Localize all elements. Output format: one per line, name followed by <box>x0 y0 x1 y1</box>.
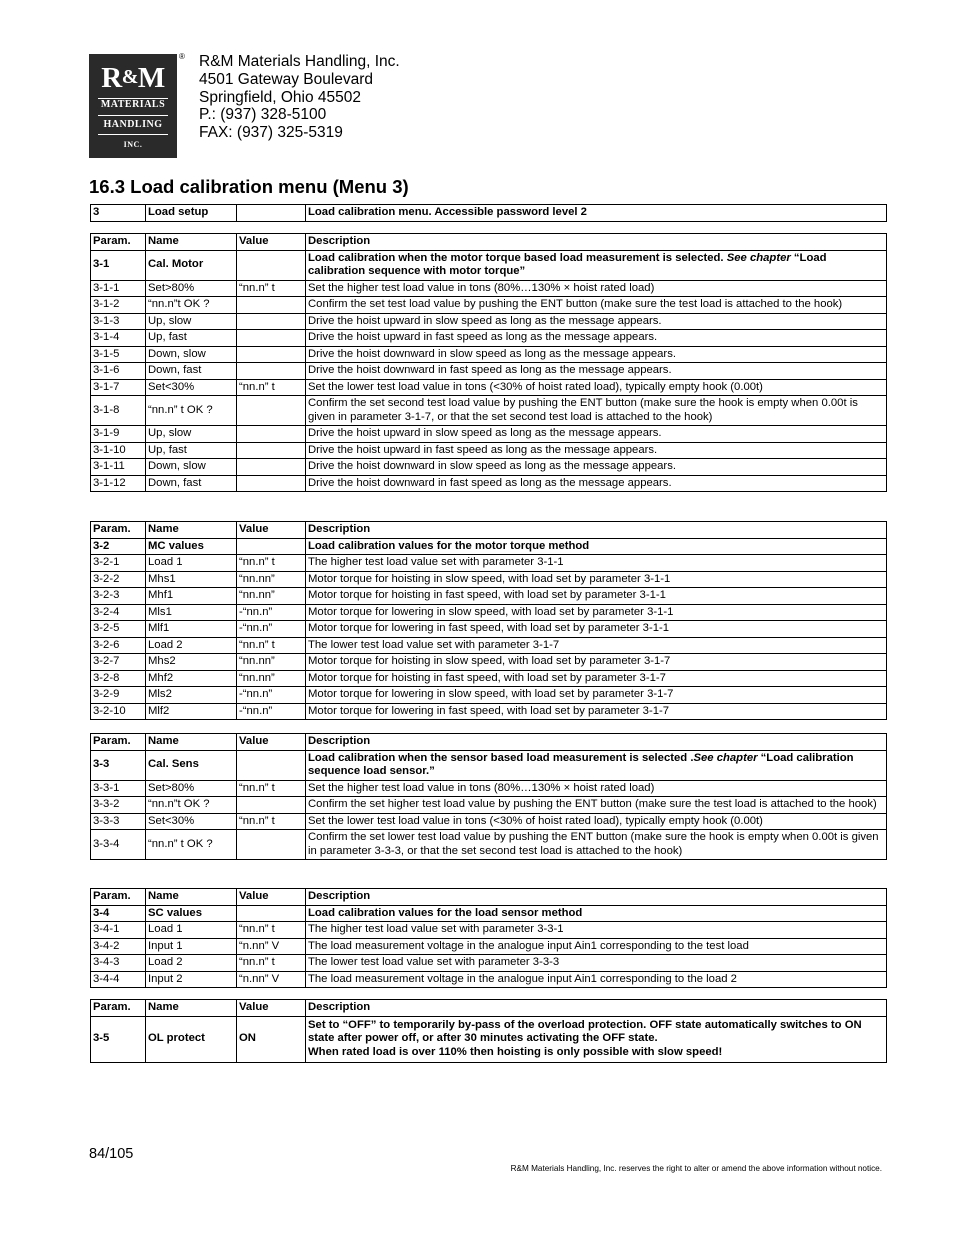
row-description: Drive the hoist upward in fast speed as long as the message appears. <box>306 442 887 459</box>
row-param: 3-2-6 <box>91 637 146 654</box>
row-name: Load 2 <box>146 955 237 972</box>
row-description: Set the lower test load value in tons (<30% of hoist rated load), typically empty hook (0.00t) <box>306 813 887 830</box>
table-row <box>91 280 887 297</box>
table-row <box>91 330 887 347</box>
row-description: Motor torque for hoisting in slow speed, with load set by parameter 3-1-7 <box>306 654 887 671</box>
group-value <box>237 750 306 780</box>
param-table-3-1 <box>90 233 887 492</box>
header-param: Param. <box>91 234 146 251</box>
row-param: 3-2-5 <box>91 621 146 638</box>
company-fax: FAX: (937) 325-5319 <box>199 124 343 142</box>
row-name: Up, slow <box>146 313 237 330</box>
group-value <box>237 538 306 555</box>
table-row <box>91 379 887 396</box>
table-row <box>91 475 887 492</box>
group-row <box>91 1016 887 1063</box>
table-row <box>91 363 887 380</box>
row-description: Confirm the set lower test load value by pushing the ENT button (make sure the hook is empty when 0.00t is given in parameter 3-3-3, or that the set second test load is attached to the hook) <box>306 830 887 860</box>
table-row <box>91 313 887 330</box>
group-description-text: Set to “OFF” to temporarily by-pass of the overload protection. OFF state automatically switches to ON state after power off, or after 30 minutes activating the OFF state. <box>308 1018 862 1044</box>
row-name: Up, slow <box>146 426 237 443</box>
row-param: 3-1-8 <box>91 396 146 426</box>
row-description: Drive the hoist downward in slow speed as long as the message appears. <box>306 459 887 476</box>
row-value: “nn.n” t <box>237 922 306 939</box>
group-value: ON <box>237 1016 306 1063</box>
row-description: Motor torque for lowering in slow speed, with load set by parameter 3-1-1 <box>306 604 887 621</box>
menu-row <box>91 205 887 222</box>
row-param: 3-3-1 <box>91 780 146 797</box>
row-name: Up, fast <box>146 330 237 347</box>
group-name: SC values <box>146 905 237 922</box>
menu-param: 3 <box>91 205 146 222</box>
table-row <box>91 588 887 605</box>
group-value <box>237 905 306 922</box>
row-value: -“nn.n” <box>237 687 306 704</box>
row-value: -“nn.n” <box>237 621 306 638</box>
row-value: -“nn.n” <box>237 604 306 621</box>
row-param: 3-2-1 <box>91 555 146 572</box>
table-row <box>91 971 887 988</box>
row-param: 3-2-7 <box>91 654 146 671</box>
company-phone: P.: (937) 328-5100 <box>199 106 327 124</box>
row-name: Input 2 <box>146 971 237 988</box>
group-description <box>306 905 887 922</box>
group-description-text: Load calibration when the sensor based load measurement is selected . <box>308 751 694 764</box>
row-value: “nn.n” t <box>237 637 306 654</box>
row-param: 3-2-4 <box>91 604 146 621</box>
row-name: Load 1 <box>146 922 237 939</box>
menu-table <box>90 204 887 222</box>
row-description: Drive the hoist downward in fast speed as long as the message appears. <box>306 363 887 380</box>
row-name: Down, slow <box>146 459 237 476</box>
group-row <box>91 538 887 555</box>
row-value: “nn.n” t <box>237 955 306 972</box>
param-table-3-5 <box>90 999 887 1063</box>
header-param: Param. <box>91 1000 146 1017</box>
group-row <box>91 750 887 780</box>
header-name: Name <box>146 889 237 906</box>
row-value <box>237 459 306 476</box>
row-value: “nn.nn” <box>237 654 306 671</box>
row-param: 3-1-10 <box>91 442 146 459</box>
row-name: Set<30% <box>146 813 237 830</box>
row-description: The lower test load value set with parameter 3-1-7 <box>306 637 887 654</box>
table-row <box>91 955 887 972</box>
row-param: 3-4-4 <box>91 971 146 988</box>
page-number: 84/105 <box>89 1146 134 1162</box>
row-value <box>237 313 306 330</box>
row-name: Mhf2 <box>146 670 237 687</box>
table-header <box>91 889 887 906</box>
group-param: 3-3 <box>91 750 146 780</box>
row-name: Mls1 <box>146 604 237 621</box>
row-name: Set>80% <box>146 280 237 297</box>
row-value: “nn.nn” <box>237 670 306 687</box>
menu-description: Load calibration menu. Accessible password level 2 <box>306 205 887 222</box>
row-description: Drive the hoist downward in fast speed as long as the message appears. <box>306 475 887 492</box>
row-name: Down, fast <box>146 363 237 380</box>
table-header <box>91 1000 887 1017</box>
header-description: Description <box>306 522 887 539</box>
group-name: Cal. Motor <box>146 250 237 280</box>
table-row <box>91 621 887 638</box>
group-param: 3-4 <box>91 905 146 922</box>
param-table-3-4 <box>90 888 887 988</box>
row-param: 3-1-4 <box>91 330 146 347</box>
table-row <box>91 780 887 797</box>
group-param: 3-5 <box>91 1016 146 1063</box>
row-description: The higher test load value set with parameter 3-3-1 <box>306 922 887 939</box>
group-name: MC values <box>146 538 237 555</box>
header-name: Name <box>146 234 237 251</box>
menu-name: Load setup <box>146 205 237 222</box>
header-value: Value <box>237 234 306 251</box>
row-value: “n.nn” V <box>237 971 306 988</box>
row-value <box>237 426 306 443</box>
warning-text: When rated load is over 110% then hoisting is only possible with slow speed! <box>308 1045 723 1058</box>
company-address <box>199 53 400 142</box>
row-description: Motor torque for hoisting in fast speed, with load set by parameter 3-1-7 <box>306 670 887 687</box>
row-value: “nn.nn” <box>237 588 306 605</box>
table-row <box>91 459 887 476</box>
row-param: 3-1-6 <box>91 363 146 380</box>
row-name: “nn.n” t OK ? <box>146 830 237 860</box>
logo-materials: MATERIALS <box>100 99 166 110</box>
table-row <box>91 426 887 443</box>
row-value: “n.nn” V <box>237 938 306 955</box>
row-value <box>237 830 306 860</box>
group-description <box>306 1016 887 1063</box>
row-param: 3-3-2 <box>91 797 146 814</box>
group-description-text: Load calibration values for the load sensor method <box>308 906 583 919</box>
logo-monogram: R&M <box>101 62 165 94</box>
table-header <box>91 734 887 751</box>
company-name: R&M Materials Handling, Inc. <box>199 53 400 70</box>
row-description: The lower test load value set with parameter 3-3-3 <box>306 955 887 972</box>
row-param: 3-3-4 <box>91 830 146 860</box>
row-value <box>237 346 306 363</box>
row-name: Mhf1 <box>146 588 237 605</box>
group-row <box>91 905 887 922</box>
section-title: 16.3 Load calibration menu (Menu 3) <box>89 176 409 197</box>
table-row <box>91 830 887 860</box>
row-param: 3-1-12 <box>91 475 146 492</box>
row-description: Confirm the set higher test load value by pushing the ENT button (make sure the test load is attached to the hook) <box>306 797 887 814</box>
row-param: 3-4-1 <box>91 922 146 939</box>
group-name: OL protect <box>146 1016 237 1063</box>
logo-handling: HANDLING <box>103 119 163 130</box>
row-param: 3-1-1 <box>91 280 146 297</box>
group-row <box>91 250 887 280</box>
row-name: “nn.n”t OK ? <box>146 797 237 814</box>
see-chapter-text: See chapter <box>693 751 761 764</box>
row-param: 3-1-11 <box>91 459 146 476</box>
row-description: Set the lower test load value in tons (<30% of hoist rated load), typically empty hook (0.00t) <box>306 379 887 396</box>
row-description: The load measurement voltage in the analogue input Ain1 corresponding to the test load <box>306 938 887 955</box>
row-description: Confirm the set test load value by pushing the ENT button (make sure the test load is attached to the hook) <box>306 297 887 314</box>
row-value <box>237 297 306 314</box>
row-param: 3-4-3 <box>91 955 146 972</box>
header-value: Value <box>237 1000 306 1017</box>
row-name: Mhs1 <box>146 571 237 588</box>
logo-inc: INC. <box>123 140 143 149</box>
table-row <box>91 687 887 704</box>
row-description: The higher test load value set with parameter 3-1-1 <box>306 555 887 572</box>
group-param: 3-1 <box>91 250 146 280</box>
row-param: 3-2-10 <box>91 703 146 720</box>
row-value: “nn.nn” <box>237 571 306 588</box>
table-row <box>91 813 887 830</box>
param-table-3-3 <box>90 733 887 860</box>
header-name: Name <box>146 1000 237 1017</box>
group-description <box>306 538 887 555</box>
chapter-reference: “Load calibration sequence load sensor.” <box>308 751 854 777</box>
header-description: Description <box>306 1000 887 1017</box>
table-row <box>91 797 887 814</box>
row-description: Motor torque for lowering in fast speed, with load set by parameter 3-1-1 <box>306 621 887 638</box>
row-name: Input 1 <box>146 938 237 955</box>
group-value <box>237 250 306 280</box>
header-value: Value <box>237 734 306 751</box>
company-city: Springfield, Ohio 45502 <box>199 88 362 106</box>
row-param: 3-1-3 <box>91 313 146 330</box>
row-value: “nn.n” t <box>237 555 306 572</box>
table-row <box>91 571 887 588</box>
row-description: Confirm the set second test load value by pushing the ENT button (make sure the hook is empty when 0.00t is given in parameter 3-1-7, or that the set second test load is attached to the hook) <box>306 396 887 426</box>
header-name: Name <box>146 734 237 751</box>
menu-value <box>237 205 306 222</box>
row-description: Drive the hoist downward in slow speed as long as the message appears. <box>306 346 887 363</box>
row-name: “nn.n”t OK ? <box>146 297 237 314</box>
company-street: 4501 Gateway Boulevard <box>199 70 374 88</box>
row-name: Set<30% <box>146 379 237 396</box>
row-value <box>237 363 306 380</box>
row-description: Drive the hoist upward in slow speed as long as the message appears. <box>306 426 887 443</box>
table-row <box>91 703 887 720</box>
row-description: Motor torque for hoisting in fast speed, with load set by parameter 3-1-1 <box>306 588 887 605</box>
row-value: “nn.n” t <box>237 780 306 797</box>
see-chapter-text: See chapter <box>726 251 794 264</box>
row-name: Set>80% <box>146 780 237 797</box>
table-row <box>91 396 887 426</box>
row-name: Down, fast <box>146 475 237 492</box>
row-value <box>237 396 306 426</box>
row-name: Load 1 <box>146 555 237 572</box>
group-description <box>306 250 887 280</box>
row-value <box>237 330 306 347</box>
row-description: Drive the hoist upward in slow speed as long as the message appears. <box>306 313 887 330</box>
header-value: Value <box>237 522 306 539</box>
header-param: Param. <box>91 734 146 751</box>
table-header <box>91 234 887 251</box>
header-description: Description <box>306 889 887 906</box>
row-description: The load measurement voltage in the analogue input Ain1 corresponding to the load 2 <box>306 971 887 988</box>
group-param: 3-2 <box>91 538 146 555</box>
row-param: 3-3-3 <box>91 813 146 830</box>
row-name: Mlf1 <box>146 621 237 638</box>
row-value: “nn.n” t <box>237 813 306 830</box>
row-param: 3-1-7 <box>91 379 146 396</box>
row-description: Set the higher test load value in tons (80%…130% × hoist rated load) <box>306 780 887 797</box>
row-param: 3-1-2 <box>91 297 146 314</box>
row-description: Motor torque for lowering in slow speed, with load set by parameter 3-1-7 <box>306 687 887 704</box>
company-logo <box>89 54 177 158</box>
chapter-reference: “Load calibration sequence with motor torque” <box>308 251 827 277</box>
table-row <box>91 346 887 363</box>
row-value: “nn.n” t <box>237 280 306 297</box>
header-param: Param. <box>91 522 146 539</box>
row-value: “nn.n” t <box>237 379 306 396</box>
row-value <box>237 442 306 459</box>
registered-mark: ® <box>179 52 185 61</box>
table-row <box>91 922 887 939</box>
table-row <box>91 938 887 955</box>
row-name: Up, fast <box>146 442 237 459</box>
row-value <box>237 475 306 492</box>
group-name: Cal. Sens <box>146 750 237 780</box>
header-param: Param. <box>91 889 146 906</box>
table-row <box>91 604 887 621</box>
row-value <box>237 797 306 814</box>
row-name: “nn.n” t OK ? <box>146 396 237 426</box>
row-name: Load 2 <box>146 637 237 654</box>
row-param: 3-1-9 <box>91 426 146 443</box>
header-description: Description <box>306 234 887 251</box>
footer-disclaimer: R&M Materials Handling, Inc. reserves the right to alter or amend the above information without notice. <box>510 1164 882 1173</box>
table-row <box>91 654 887 671</box>
header-name: Name <box>146 522 237 539</box>
table-row <box>91 297 887 314</box>
group-description <box>306 750 887 780</box>
row-param: 3-2-2 <box>91 571 146 588</box>
header-value: Value <box>237 889 306 906</box>
row-name: Mls2 <box>146 687 237 704</box>
row-param: 3-2-8 <box>91 670 146 687</box>
row-value: -“nn.n” <box>237 703 306 720</box>
row-description: Set the higher test load value in tons (80%…130% × hoist rated load) <box>306 280 887 297</box>
group-description-text: Load calibration values for the motor torque method <box>308 539 590 552</box>
param-table-3-2 <box>90 521 887 720</box>
row-name: Mlf2 <box>146 703 237 720</box>
table-row <box>91 670 887 687</box>
table-row <box>91 555 887 572</box>
table-row <box>91 637 887 654</box>
row-param: 3-2-3 <box>91 588 146 605</box>
row-name: Down, slow <box>146 346 237 363</box>
row-param: 3-4-2 <box>91 938 146 955</box>
group-description-text: Load calibration when the motor torque based load measurement is selected. <box>308 251 727 264</box>
row-description: Motor torque for lowering in fast speed, with load set by parameter 3-1-7 <box>306 703 887 720</box>
row-description: Drive the hoist upward in fast speed as long as the message appears. <box>306 330 887 347</box>
row-description: Motor torque for hoisting in slow speed, with load set by parameter 3-1-1 <box>306 571 887 588</box>
table-header <box>91 522 887 539</box>
row-name: Mhs2 <box>146 654 237 671</box>
header-description: Description <box>306 734 887 751</box>
row-param: 3-1-5 <box>91 346 146 363</box>
row-param: 3-2-9 <box>91 687 146 704</box>
table-row <box>91 442 887 459</box>
